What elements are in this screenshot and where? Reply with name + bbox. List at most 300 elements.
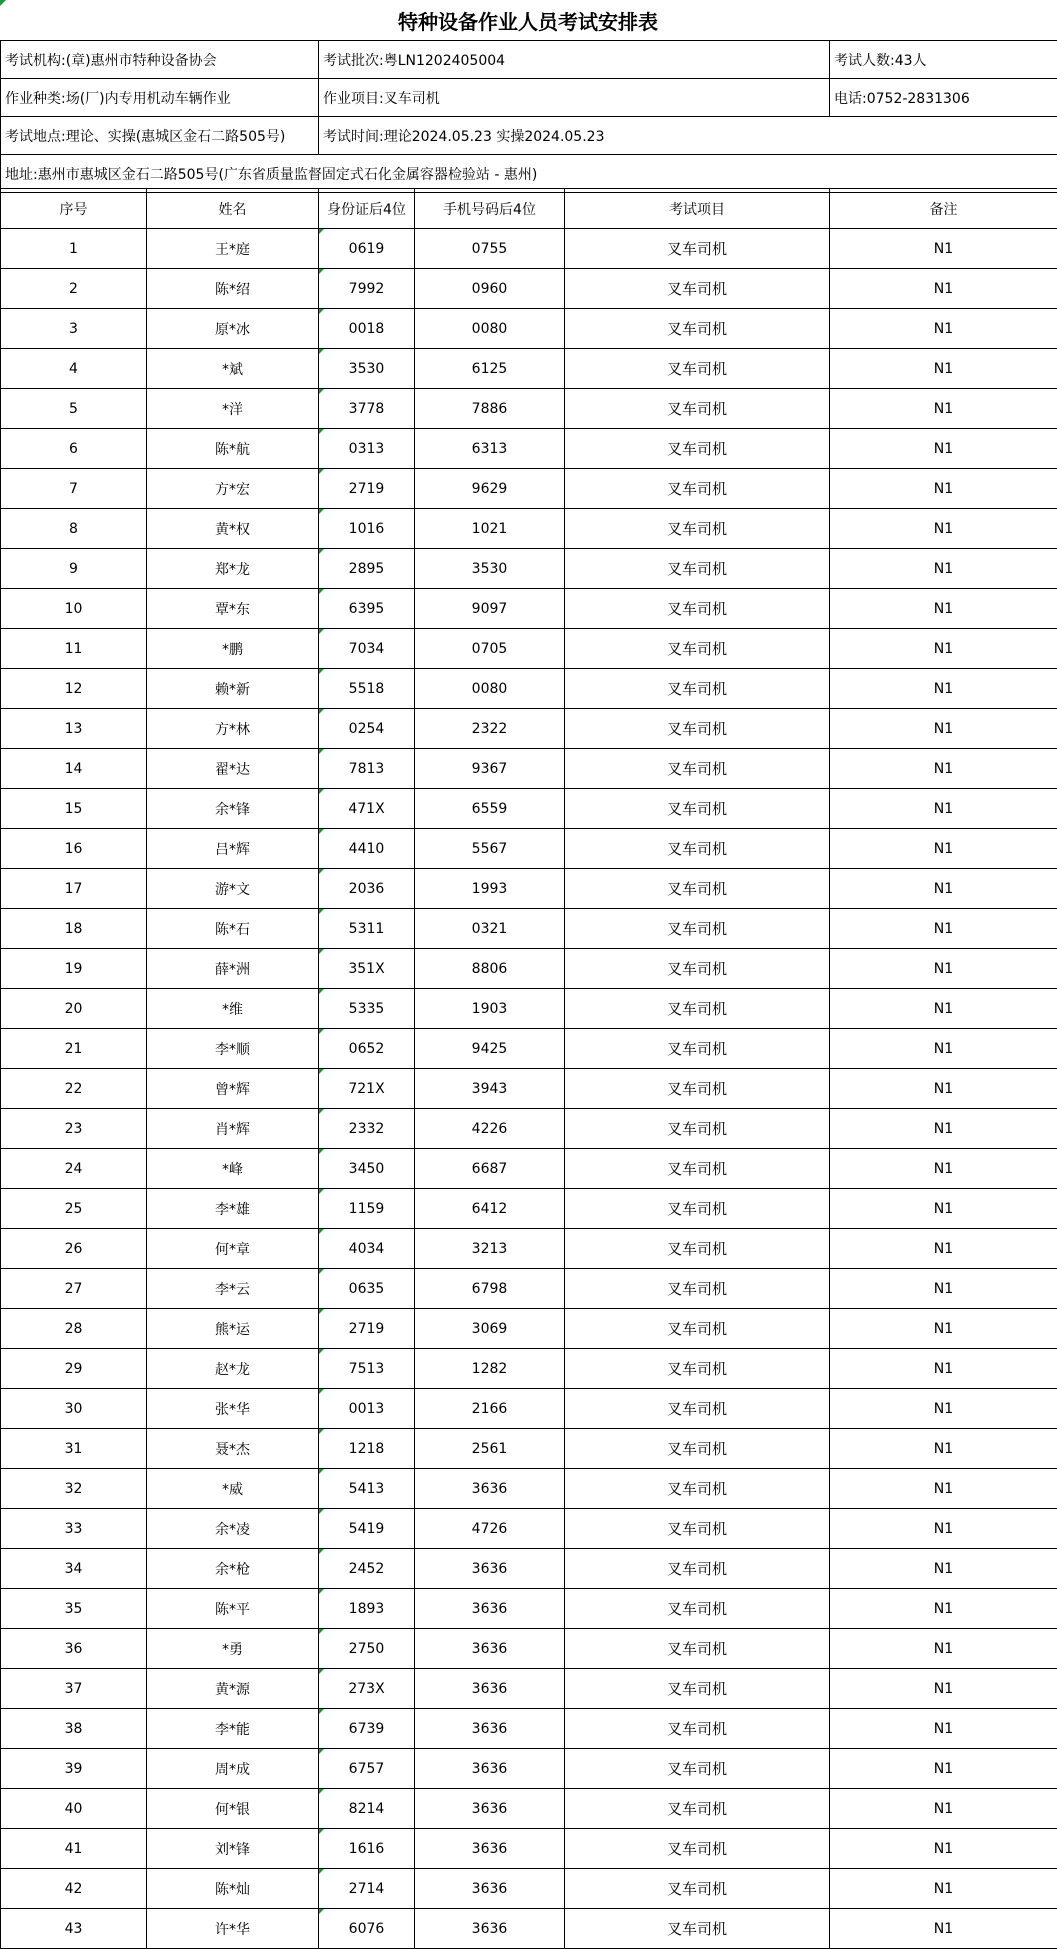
cell-id-last4: 7813 (319, 749, 415, 789)
table-row (1, 509, 1057, 549)
table-row (1, 1589, 1057, 1629)
cell-seq: 43 (1, 1909, 147, 1949)
cell-seq: 28 (1, 1309, 147, 1349)
cell-seq: 24 (1, 1149, 147, 1189)
cell-remark: N1 (830, 909, 1057, 949)
exam-info-table (0, 40, 1057, 193)
cell-exam-item: 叉车司机 (565, 909, 830, 949)
cell-name: 薛*洲 (147, 949, 319, 989)
cell-name: 肖*辉 (147, 1109, 319, 1149)
cell-name: *鹏 (147, 629, 319, 669)
cell-exam-item: 叉车司机 (565, 1909, 830, 1949)
cell-remark: N1 (830, 1829, 1057, 1869)
cell-phone-last4: 9629 (415, 469, 565, 509)
table-row (1, 1789, 1057, 1829)
cell-phone-last4: 9425 (415, 1029, 565, 1069)
table-row (1, 1189, 1057, 1229)
cell-exam-item: 叉车司机 (565, 829, 830, 869)
cell-phone-last4: 1993 (415, 869, 565, 909)
cell-name: 李*雄 (147, 1189, 319, 1229)
cell-id-last4: 721X (319, 1069, 415, 1109)
cell-seq: 20 (1, 989, 147, 1029)
cell-phone-last4: 4726 (415, 1509, 565, 1549)
column-header-seq: 序号 (1, 189, 147, 229)
table-row (1, 1349, 1057, 1389)
cell-id-last4: 2452 (319, 1549, 415, 1589)
cell-phone-last4: 1903 (415, 989, 565, 1029)
table-row (1, 1869, 1057, 1909)
info-row-3 (1, 117, 1057, 155)
table-row (1, 1909, 1057, 1949)
cell-exam-item: 叉车司机 (565, 1189, 830, 1229)
cell-exam-item: 叉车司机 (565, 789, 830, 829)
work-item: 作业项目:叉车司机 (319, 79, 830, 117)
cell-name: 陈*石 (147, 909, 319, 949)
cell-seq: 39 (1, 1749, 147, 1789)
table-row (1, 709, 1057, 749)
cell-phone-last4: 3636 (415, 1709, 565, 1749)
cell-exam-item: 叉车司机 (565, 429, 830, 469)
cell-remark: N1 (830, 1149, 1057, 1189)
cell-exam-item: 叉车司机 (565, 269, 830, 309)
cell-phone-last4: 3636 (415, 1789, 565, 1829)
table-row (1, 349, 1057, 389)
cell-name: 刘*锋 (147, 1829, 319, 1869)
cell-id-last4: 3450 (319, 1149, 415, 1189)
cell-seq: 4 (1, 349, 147, 389)
page-title: 特种设备作业人员考试安排表 (0, 0, 1056, 41)
cell-remark: N1 (830, 1869, 1057, 1909)
cell-name: 聂*杰 (147, 1429, 319, 1469)
cell-phone-last4: 6559 (415, 789, 565, 829)
cell-name: 陈*绍 (147, 269, 319, 309)
table-row (1, 1269, 1057, 1309)
cell-name: 覃*东 (147, 589, 319, 629)
cell-seq: 30 (1, 1389, 147, 1429)
exam-count: 考试人数:43人 (830, 41, 1057, 79)
cell-id-last4: 6395 (319, 589, 415, 629)
cell-name: 周*成 (147, 1749, 319, 1789)
cell-phone-last4: 3069 (415, 1309, 565, 1349)
table-row (1, 1709, 1057, 1749)
cell-phone-last4: 0755 (415, 229, 565, 269)
cell-exam-item: 叉车司机 (565, 589, 830, 629)
cell-phone-last4: 2166 (415, 1389, 565, 1429)
cell-remark: N1 (830, 1269, 1057, 1309)
cell-seq: 32 (1, 1469, 147, 1509)
column-header-remark: 备注 (830, 189, 1057, 229)
table-row (1, 589, 1057, 629)
cell-seq: 15 (1, 789, 147, 829)
cell-phone-last4: 6798 (415, 1269, 565, 1309)
cell-name: 陈*灿 (147, 1869, 319, 1909)
cell-id-last4: 273X (319, 1669, 415, 1709)
cell-seq: 41 (1, 1829, 147, 1869)
cell-remark: N1 (830, 1469, 1057, 1509)
cell-id-last4: 471X (319, 789, 415, 829)
cell-exam-item: 叉车司机 (565, 389, 830, 429)
cell-phone-last4: 3636 (415, 1469, 565, 1509)
table-row (1, 1749, 1057, 1789)
cell-exam-item: 叉车司机 (565, 629, 830, 669)
cell-phone-last4: 1282 (415, 1349, 565, 1389)
cell-remark: N1 (830, 1349, 1057, 1389)
cell-name: 何*银 (147, 1789, 319, 1829)
cell-remark: N1 (830, 1069, 1057, 1109)
cell-id-last4: 2895 (319, 549, 415, 589)
info-row-4 (1, 155, 1057, 193)
cell-name: 方*林 (147, 709, 319, 749)
cell-exam-item: 叉车司机 (565, 309, 830, 349)
cell-exam-item: 叉车司机 (565, 1069, 830, 1109)
cell-remark: N1 (830, 869, 1057, 909)
cell-exam-item: 叉车司机 (565, 1349, 830, 1389)
cell-remark: N1 (830, 309, 1057, 349)
cell-remark: N1 (830, 549, 1057, 589)
cell-id-last4: 5311 (319, 909, 415, 949)
cell-remark: N1 (830, 989, 1057, 1029)
cell-seq: 16 (1, 829, 147, 869)
cell-remark: N1 (830, 1589, 1057, 1629)
cell-id-last4: 3778 (319, 389, 415, 429)
cell-exam-item: 叉车司机 (565, 509, 830, 549)
cell-remark: N1 (830, 349, 1057, 389)
cell-phone-last4: 3636 (415, 1629, 565, 1669)
cell-phone-last4: 3636 (415, 1669, 565, 1709)
cell-phone-last4: 3636 (415, 1589, 565, 1629)
cell-name: 熊*运 (147, 1309, 319, 1349)
cell-name: 黄*源 (147, 1669, 319, 1709)
cell-phone-last4: 7886 (415, 389, 565, 429)
cell-id-last4: 0254 (319, 709, 415, 749)
cell-id-last4: 1616 (319, 1829, 415, 1869)
table-row (1, 1149, 1057, 1189)
cell-phone-last4: 3943 (415, 1069, 565, 1109)
cell-seq: 18 (1, 909, 147, 949)
cell-seq: 19 (1, 949, 147, 989)
cell-phone-last4: 9097 (415, 589, 565, 629)
cell-name: 赖*新 (147, 669, 319, 709)
cell-phone-last4: 6313 (415, 429, 565, 469)
table-row (1, 1309, 1057, 1349)
cell-exam-item: 叉车司机 (565, 1549, 830, 1589)
table-row (1, 469, 1057, 509)
work-type: 作业种类:场(厂)内专用机动车辆作业 (1, 79, 319, 117)
cell-phone-last4: 4226 (415, 1109, 565, 1149)
table-row (1, 549, 1057, 589)
cell-name: 何*章 (147, 1229, 319, 1269)
cell-remark: N1 (830, 269, 1057, 309)
cell-seq: 5 (1, 389, 147, 429)
table-row (1, 389, 1057, 429)
cell-name: 赵*龙 (147, 1349, 319, 1389)
cell-remark: N1 (830, 229, 1057, 269)
cell-phone-last4: 0080 (415, 309, 565, 349)
cell-phone-last4: 3530 (415, 549, 565, 589)
cell-seq: 33 (1, 1509, 147, 1549)
cell-id-last4: 0018 (319, 309, 415, 349)
cell-seq: 2 (1, 269, 147, 309)
cell-exam-item: 叉车司机 (565, 1629, 830, 1669)
cell-id-last4: 2750 (319, 1629, 415, 1669)
cell-name: 郑*龙 (147, 549, 319, 589)
table-row (1, 989, 1057, 1029)
cell-seq: 23 (1, 1109, 147, 1149)
cell-id-last4: 1159 (319, 1189, 415, 1229)
cell-seq: 37 (1, 1669, 147, 1709)
cell-seq: 12 (1, 669, 147, 709)
cell-exam-item: 叉车司机 (565, 349, 830, 389)
cell-id-last4: 7992 (319, 269, 415, 309)
cell-remark: N1 (830, 789, 1057, 829)
table-row (1, 1829, 1057, 1869)
cell-name: 方*宏 (147, 469, 319, 509)
table-row (1, 1389, 1057, 1429)
cell-name: 李*顺 (147, 1029, 319, 1069)
cell-id-last4: 6757 (319, 1749, 415, 1789)
table-row (1, 1469, 1057, 1509)
table-row (1, 1029, 1057, 1069)
cell-exam-item: 叉车司机 (565, 1309, 830, 1349)
cell-exam-item: 叉车司机 (565, 869, 830, 909)
cell-exam-item: 叉车司机 (565, 1149, 830, 1189)
cell-remark: N1 (830, 1429, 1057, 1469)
cell-id-last4: 1016 (319, 509, 415, 549)
cell-phone-last4: 3636 (415, 1829, 565, 1869)
cell-name: 原*冰 (147, 309, 319, 349)
cell-name: 余*枪 (147, 1549, 319, 1589)
cell-name: 陈*航 (147, 429, 319, 469)
cell-phone-last4: 2322 (415, 709, 565, 749)
cell-name: 许*华 (147, 1909, 319, 1949)
cell-seq: 6 (1, 429, 147, 469)
cell-name: 游*文 (147, 869, 319, 909)
cell-exam-item: 叉车司机 (565, 669, 830, 709)
cell-id-last4: 4410 (319, 829, 415, 869)
cell-seq: 38 (1, 1709, 147, 1749)
cell-exam-item: 叉车司机 (565, 1509, 830, 1549)
cell-remark: N1 (830, 509, 1057, 549)
column-header-id-last4: 身份证后4位 (319, 189, 415, 229)
cell-id-last4: 2714 (319, 1869, 415, 1909)
cell-phone-last4: 3213 (415, 1229, 565, 1269)
cell-phone-last4: 5567 (415, 829, 565, 869)
cell-exam-item: 叉车司机 (565, 989, 830, 1029)
cell-id-last4: 5335 (319, 989, 415, 1029)
cell-seq: 7 (1, 469, 147, 509)
cell-phone-last4: 3636 (415, 1749, 565, 1789)
cell-seq: 27 (1, 1269, 147, 1309)
table-row (1, 629, 1057, 669)
cell-name: 曾*辉 (147, 1069, 319, 1109)
cell-exam-item: 叉车司机 (565, 1109, 830, 1149)
cell-name: 李*能 (147, 1709, 319, 1749)
cell-exam-item: 叉车司机 (565, 709, 830, 749)
info-row-2 (1, 79, 1057, 117)
cell-remark: N1 (830, 1509, 1057, 1549)
cell-remark: N1 (830, 949, 1057, 989)
table-row (1, 309, 1057, 349)
cell-id-last4: 2332 (319, 1109, 415, 1149)
cell-id-last4: 0619 (319, 229, 415, 269)
exam-batch: 考试批次:粤LN1202405004 (319, 41, 830, 79)
table-body (1, 229, 1057, 1949)
cell-remark: N1 (830, 1909, 1057, 1949)
exam-location: 考试地点:理论、实操(惠城区金石二路505号) (1, 117, 319, 155)
cell-phone-last4: 3636 (415, 1869, 565, 1909)
cell-seq: 1 (1, 229, 147, 269)
cell-name: 张*华 (147, 1389, 319, 1429)
cell-exam-item: 叉车司机 (565, 1669, 830, 1709)
cell-exam-item: 叉车司机 (565, 549, 830, 589)
cell-name: 吕*辉 (147, 829, 319, 869)
table-row (1, 429, 1057, 469)
cell-id-last4: 6739 (319, 1709, 415, 1749)
cell-id-last4: 1893 (319, 1589, 415, 1629)
table-header-row (1, 189, 1057, 229)
cell-seq: 42 (1, 1869, 147, 1909)
cell-id-last4: 8214 (319, 1789, 415, 1829)
cell-id-last4: 3530 (319, 349, 415, 389)
cell-remark: N1 (830, 1549, 1057, 1589)
cell-id-last4: 7513 (319, 1349, 415, 1389)
column-header-exam-item: 考试项目 (565, 189, 830, 229)
contact-phone: 电话:0752-2831306 (830, 79, 1057, 117)
cell-seq: 34 (1, 1549, 147, 1589)
cell-name: *威 (147, 1469, 319, 1509)
cell-exam-item: 叉车司机 (565, 1429, 830, 1469)
cell-exam-item: 叉车司机 (565, 1709, 830, 1749)
cell-phone-last4: 3636 (415, 1549, 565, 1589)
cell-name: *维 (147, 989, 319, 1029)
cell-name: *勇 (147, 1629, 319, 1669)
cell-exam-item: 叉车司机 (565, 949, 830, 989)
cell-exam-item: 叉车司机 (565, 1589, 830, 1629)
cell-seq: 36 (1, 1629, 147, 1669)
cell-id-last4: 5419 (319, 1509, 415, 1549)
table-row (1, 1429, 1057, 1469)
cell-phone-last4: 3636 (415, 1909, 565, 1949)
cell-name: 黄*权 (147, 509, 319, 549)
cell-exam-item: 叉车司机 (565, 1029, 830, 1069)
cell-remark: N1 (830, 1189, 1057, 1229)
cell-remark: N1 (830, 1749, 1057, 1789)
cell-exam-item: 叉车司机 (565, 229, 830, 269)
cell-remark: N1 (830, 709, 1057, 749)
table-row (1, 789, 1057, 829)
cell-name: 王*庭 (147, 229, 319, 269)
cell-remark: N1 (830, 1789, 1057, 1829)
cell-exam-item: 叉车司机 (565, 749, 830, 789)
table-row (1, 1549, 1057, 1589)
cell-seq: 10 (1, 589, 147, 629)
cell-id-last4: 1218 (319, 1429, 415, 1469)
cell-seq: 29 (1, 1349, 147, 1389)
cell-name: 李*云 (147, 1269, 319, 1309)
cell-exam-item: 叉车司机 (565, 1749, 830, 1789)
table-row (1, 949, 1057, 989)
cell-exam-item: 叉车司机 (565, 1869, 830, 1909)
table-row (1, 1669, 1057, 1709)
cell-remark: N1 (830, 1709, 1057, 1749)
cell-exam-item: 叉车司机 (565, 1789, 830, 1829)
table-row (1, 1509, 1057, 1549)
cell-name: 翟*达 (147, 749, 319, 789)
cell-remark: N1 (830, 749, 1057, 789)
exam-address: 地址:惠州市惠城区金石二路505号(广东省质量监督固定式石化金属容器检验站 - 惠州) (1, 155, 1057, 193)
cell-name: *峰 (147, 1149, 319, 1189)
cell-remark: N1 (830, 1629, 1057, 1669)
cell-seq: 22 (1, 1069, 147, 1109)
cell-remark: N1 (830, 1389, 1057, 1429)
table-row (1, 749, 1057, 789)
cell-id-last4: 2719 (319, 469, 415, 509)
cell-remark: N1 (830, 469, 1057, 509)
cell-phone-last4: 1021 (415, 509, 565, 549)
cell-phone-last4: 0960 (415, 269, 565, 309)
cell-exam-item: 叉车司机 (565, 1829, 830, 1869)
cell-seq: 9 (1, 549, 147, 589)
cell-name: *斌 (147, 349, 319, 389)
cell-remark: N1 (830, 1109, 1057, 1149)
cell-id-last4: 2036 (319, 869, 415, 909)
cell-seq: 3 (1, 309, 147, 349)
cell-exam-item: 叉车司机 (565, 1389, 830, 1429)
cell-remark: N1 (830, 1309, 1057, 1349)
cell-phone-last4: 8806 (415, 949, 565, 989)
info-row-1 (1, 41, 1057, 79)
cell-seq: 31 (1, 1429, 147, 1469)
table-row (1, 909, 1057, 949)
table-row (1, 829, 1057, 869)
cell-seq: 40 (1, 1789, 147, 1829)
cell-exam-item: 叉车司机 (565, 1229, 830, 1269)
cell-phone-last4: 6687 (415, 1149, 565, 1189)
cell-id-last4: 0313 (319, 429, 415, 469)
cell-phone-last4: 0705 (415, 629, 565, 669)
candidate-table (0, 188, 1057, 1949)
exam-org: 考试机构:(章)惠州市特种设备协会 (1, 41, 319, 79)
cell-phone-last4: 0321 (415, 909, 565, 949)
cell-remark: N1 (830, 1669, 1057, 1709)
cell-name: 余*锋 (147, 789, 319, 829)
cell-id-last4: 2719 (319, 1309, 415, 1349)
cell-remark: N1 (830, 1229, 1057, 1269)
column-header-name: 姓名 (147, 189, 319, 229)
cell-remark: N1 (830, 669, 1057, 709)
cell-id-last4: 351X (319, 949, 415, 989)
cell-phone-last4: 6125 (415, 349, 565, 389)
cell-id-last4: 0013 (319, 1389, 415, 1429)
table-row (1, 269, 1057, 309)
cell-exam-item: 叉车司机 (565, 1469, 830, 1509)
cell-exam-item: 叉车司机 (565, 469, 830, 509)
cell-phone-last4: 2561 (415, 1429, 565, 1469)
cell-seq: 21 (1, 1029, 147, 1069)
table-row (1, 1109, 1057, 1149)
cell-seq: 13 (1, 709, 147, 749)
cell-id-last4: 5413 (319, 1469, 415, 1509)
cell-remark: N1 (830, 589, 1057, 629)
cell-id-last4: 5518 (319, 669, 415, 709)
cell-seq: 26 (1, 1229, 147, 1269)
cell-exam-item: 叉车司机 (565, 1269, 830, 1309)
cell-id-last4: 0635 (319, 1269, 415, 1309)
cell-name: *洋 (147, 389, 319, 429)
table-row (1, 1229, 1057, 1269)
cell-remark: N1 (830, 1029, 1057, 1069)
column-header-phone-last4: 手机号码后4位 (415, 189, 565, 229)
